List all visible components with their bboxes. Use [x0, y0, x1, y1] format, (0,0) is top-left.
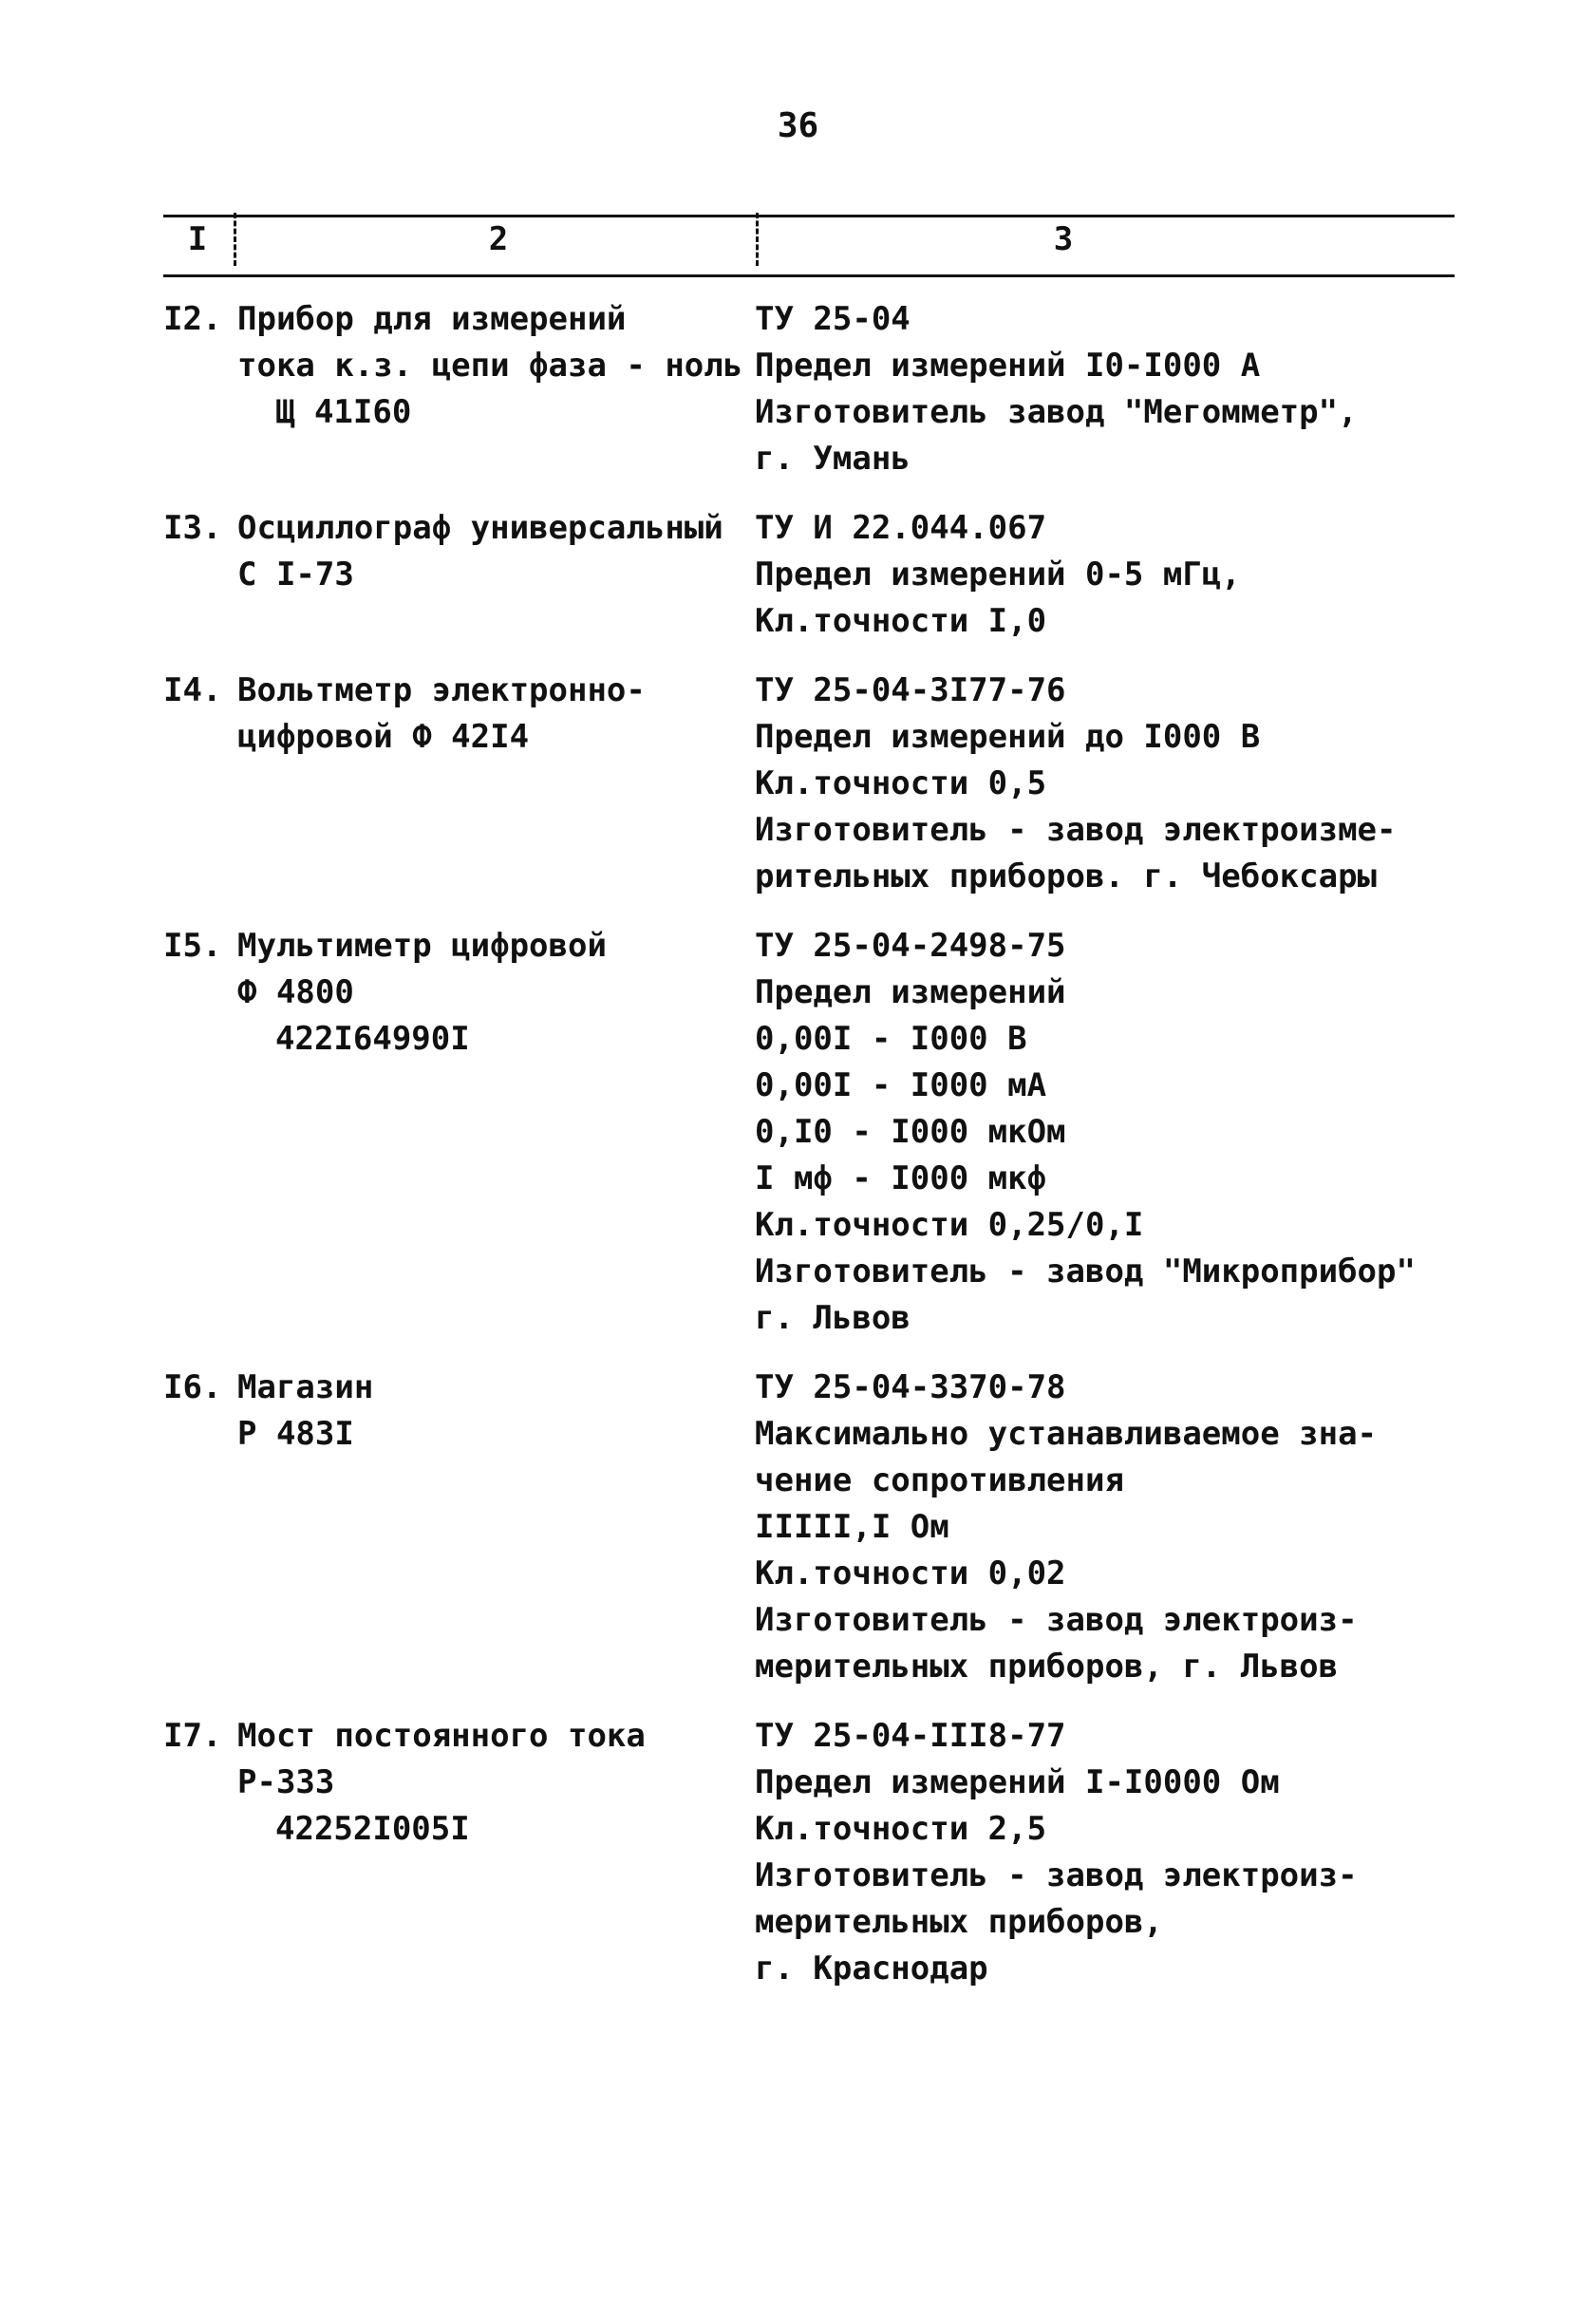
instrument-name [237, 1365, 755, 1690]
instrument-spec-line: ТУ 25-04-3370-78 [755, 1368, 1066, 1406]
instrument-spec-line: ТУ 25-04-3I77-76 [755, 671, 1066, 709]
instrument-name-line: С I-73 [237, 556, 354, 593]
instrument-spec-line: Кл.точности 0,5 [755, 764, 1047, 802]
row-number: I3. [163, 509, 222, 547]
table-top-rule [163, 215, 1455, 217]
instrument-spec [755, 296, 1455, 482]
column-header-2: 2 [488, 220, 509, 258]
row-number: I5. [163, 927, 222, 965]
instrument-spec-line: мерительных приборов, [755, 1903, 1163, 1941]
table-row [163, 668, 1455, 900]
column-header-1: I [187, 220, 208, 258]
instrument-spec-line: мерительных приборов, г. Львов [755, 1648, 1339, 1686]
instrument-spec-line: ТУ 25-04 [755, 300, 911, 338]
instrument-spec-line: Кл.точности 2,5 [755, 1810, 1047, 1848]
instrument-spec-line: ТУ 25-04-2498-75 [755, 927, 1066, 965]
instrument-name [237, 1713, 755, 1992]
table-row [163, 296, 1455, 482]
instrument-spec-line: 0,00I - I000 В [755, 1020, 1027, 1058]
instrument-name [237, 923, 755, 1342]
instrument-name-line: Мост постоянного тока [237, 1717, 646, 1755]
instrument-spec-line: ТУ 25-04-III8-77 [755, 1717, 1066, 1755]
instrument-spec-line: Изготовитель - завод электроиз- [755, 1856, 1358, 1894]
instrument-spec-line: чение сопротивления [755, 1461, 1124, 1499]
instrument-name [237, 296, 755, 482]
instrument-spec-line: Кл.точности 0,25/0,I [755, 1206, 1144, 1244]
instrument-spec [755, 923, 1455, 1342]
row-number: I4. [163, 671, 222, 709]
instrument-spec-line: Предел измерений до I000 В [755, 718, 1261, 756]
instrument-spec-line: г. Умань [755, 440, 911, 478]
row-number: I6. [163, 1368, 222, 1406]
instrument-name-line: тока к.з. цепи фаза - ноль [237, 347, 743, 385]
instrument-name-line: 422I64990I [275, 1020, 470, 1058]
instrument-spec [755, 1713, 1455, 1992]
instrument-spec-line: 0,I0 - I000 мкОм [755, 1113, 1066, 1151]
column-separator-2 [756, 213, 759, 266]
instrument-spec-line: 0,00I - I000 мА [755, 1066, 1047, 1104]
instrument-spec-line: Максимально устанавливаемое зна- [755, 1415, 1378, 1453]
instrument-table-body [163, 296, 1455, 2015]
instrument-spec-line: ТУ И 22.044.067 [755, 509, 1047, 547]
row-number: I2. [163, 300, 222, 338]
instrument-name-line: Щ 41I60 [275, 393, 412, 431]
instrument-spec-line: Кл.точности I,0 [755, 602, 1047, 640]
instrument-name-line: Р 483I [237, 1415, 354, 1453]
table-row [163, 1365, 1455, 1690]
table-row [163, 923, 1455, 1342]
instrument-name-line: Мультиметр цифровой [237, 927, 607, 965]
instrument-name-line: Прибор для измерений [237, 300, 627, 338]
instrument-spec-line: рительных приборов. г. Чебоксары [755, 857, 1378, 895]
instrument-name [237, 505, 755, 645]
instrument-name-line: Вольтметр электронно- [237, 671, 646, 709]
table-row [163, 505, 1455, 645]
instrument-name-line: Р-333 [237, 1763, 335, 1801]
instrument-name-line: Ф 4800 [237, 973, 354, 1011]
instrument-spec-line: Предел измерений [755, 973, 1066, 1011]
instrument-spec [755, 505, 1455, 645]
instrument-spec [755, 1365, 1455, 1690]
row-number: I7. [163, 1717, 222, 1755]
instrument-spec-line: г. Краснодар [755, 1950, 988, 1987]
instrument-spec-line: Предел измерений I-I0000 Ом [755, 1763, 1280, 1801]
instrument-name-line: 42252I005I [275, 1810, 470, 1848]
instrument-name-line: цифровой Ф 42I4 [237, 718, 530, 756]
instrument-name-line: Магазин [237, 1368, 374, 1406]
instrument-spec-line: Предел измерений I0-I000 А [755, 347, 1261, 385]
column-header-3: 3 [1053, 220, 1074, 258]
instrument-name-line: Осциллограф универсальный [237, 509, 723, 547]
column-separator-1 [234, 213, 236, 266]
instrument-spec [755, 668, 1455, 900]
instrument-spec-line: Кл.точности 0,02 [755, 1554, 1066, 1592]
instrument-spec-line: г. Львов [755, 1299, 911, 1337]
table-row [163, 1713, 1455, 1992]
instrument-spec-line: I мф - I000 мкф [755, 1159, 1047, 1197]
instrument-spec-line: Изготовитель - завод "Микроприбор" [755, 1253, 1416, 1290]
instrument-spec-line: Изготовитель - завод электроиз- [755, 1601, 1358, 1639]
page-number: 36 [777, 106, 819, 145]
instrument-name [237, 668, 755, 900]
instrument-spec-line: Предел измерений 0-5 мГц, [755, 556, 1241, 593]
instrument-spec-line: Изготовитель завод "Мегомметр", [755, 393, 1358, 431]
instrument-spec-line: IIIII,I Ом [755, 1508, 949, 1546]
instrument-spec-line: Изготовитель - завод электроизме- [755, 811, 1397, 849]
table-header-rule [163, 274, 1455, 277]
